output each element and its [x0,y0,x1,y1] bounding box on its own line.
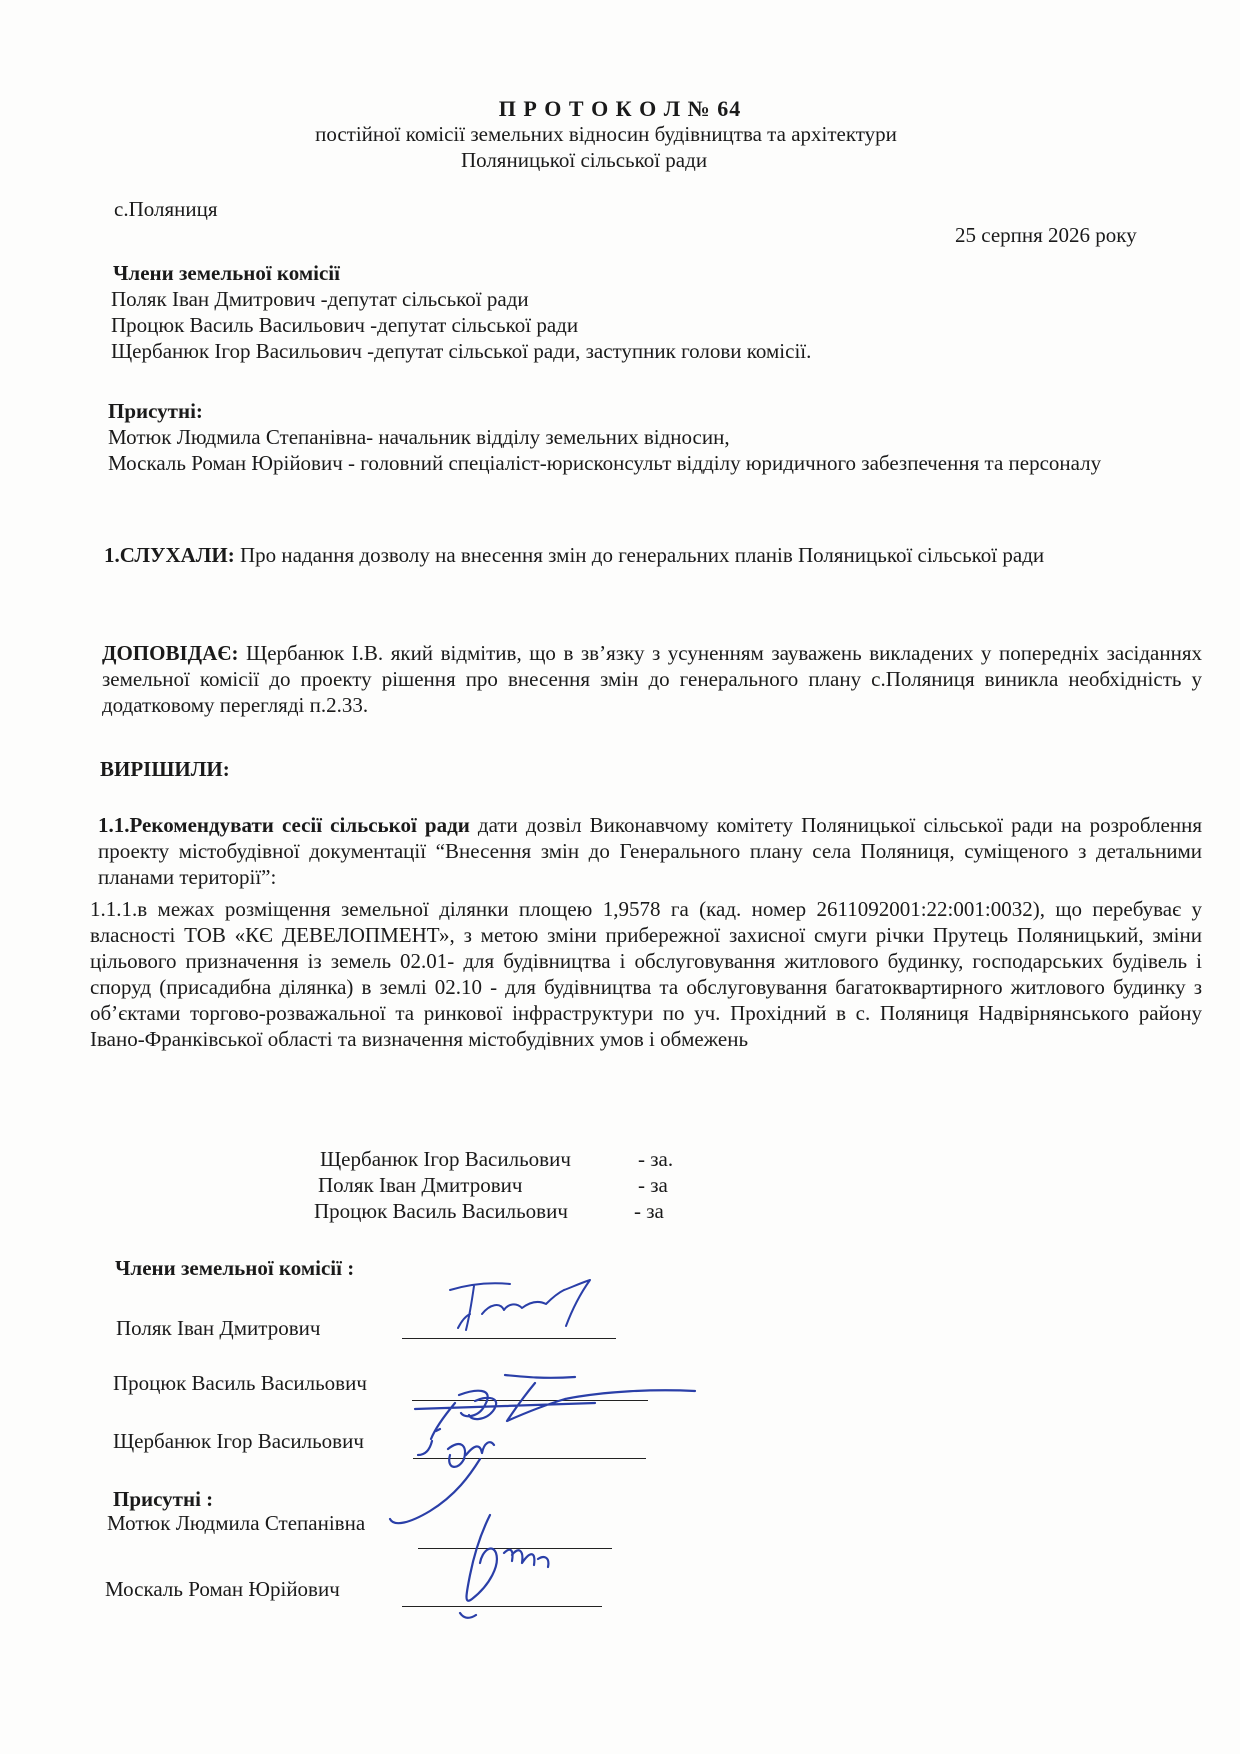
place: с.Поляниця [114,197,218,221]
subdecision-paragraph: 1.1.1.в межах розміщення земельної ділянки площею 1,9578 га (кад. номер 2611092001:22:001:0032), що перебуває у власності ТОВ «КЄ ДЕВЕЛОПМЕНТ», з метою зміни прибережної захисної смуги річки Прутець Поляницький, зміни цільового призначення із земель 02.01- для будівництва і обслуговування житлового будинку, господарських будівель і споруд (присадибна ділянка) в землі 02.10 - для будівництва та обслуговування багатоквартирного житлового будинку з об’єктами торгово-розважальної та ринкової інфраструктури по уч. Прохідний в с. Поляниця Надвірнянського району Івано-Франківської області та визначення містобудівних умов і обмежень [90,897,1202,1051]
signatory-name: Щербанюк Ігор Васильович [113,1429,364,1453]
decided-heading: ВИРІШИЛИ: [100,757,230,781]
present-line: Мотюк Людмила Степанівна- начальник відділу земельних відносин, [108,425,730,449]
handwritten-signature [430,1270,630,1340]
vote-value: - за [638,1173,668,1197]
vote-name: Процюк Василь Васильович [314,1199,568,1223]
heard-paragraph [104,542,1184,568]
vote-value: - за [634,1199,664,1223]
heard-label: 1.СЛУХАЛИ: [104,543,235,567]
decision-text: дати дозвіл Виконавчому комітету Поляницької сільської ради на розроблення проекту містобудівної документації “Внесення змін до Генерального плану села Поляниця, суміщеного з детальними планами території”: [98,813,1203,889]
signatory-name: Мотюк Людмила Степанівна [107,1511,366,1535]
vote-name: Поляк Іван Дмитрович [318,1173,523,1197]
title-line-2: Поляницької сільської ради [460,148,708,172]
handwritten-signature [420,1495,600,1625]
decision-paragraph [98,812,1202,890]
member-line: Процюк Василь Васильович -депутат сільської ради [111,313,579,337]
reports-paragraph [102,640,1202,718]
reports-text: Щербанюк І.В. який відмітив, що в зв’язку з усуненням зауважень викладених у попередніх засіданнях земельної комісії до проекту рішення про внесення змін до генерального плану с.Поляниця виникла необхідність у додатковому перегляді п.2.33. [102,641,1202,717]
document-title: П Р О Т О К О Л № 64 [498,96,742,121]
members-heading: Члени земельної комісії [113,261,340,285]
present-line: Москаль Роман Юрійович - головний спеціаліст-юрисконсульт відділу юридичного забезпечення та персоналу [108,451,1102,475]
signature-present-heading: Присутні : [113,1487,214,1511]
signatory-name: Процюк Василь Васильович [113,1371,367,1395]
title-line-1: постійної комісії земельних відносин будівництва та архітектури [315,122,897,146]
date: 25 серпня 2026 року [955,223,1137,247]
reports-label: ДОПОВІДАЄ: [102,641,239,665]
present-heading: Присутні: [108,399,203,423]
heard-text: Про надання дозволу на внесення змін до генеральних планів Поляницької сільської ради [234,543,1045,567]
vote-name: Щербанюк Ігор Васильович [320,1147,571,1171]
decision-label: 1.1.Рекомендувати сесії сільської ради [98,813,470,837]
signatory-name: Поляк Іван Дмитрович [116,1316,321,1340]
signature-members-heading: Члени земельної комісії : [115,1256,355,1280]
signatory-name: Москаль Роман Юрійович [105,1577,340,1601]
vote-value: - за. [638,1147,674,1171]
member-line: Поляк Іван Дмитрович -депутат сільської ради [111,287,529,311]
member-line: Щербанюк Ігор Васильович -депутат сільської ради, заступник голови комісії. [111,339,812,363]
